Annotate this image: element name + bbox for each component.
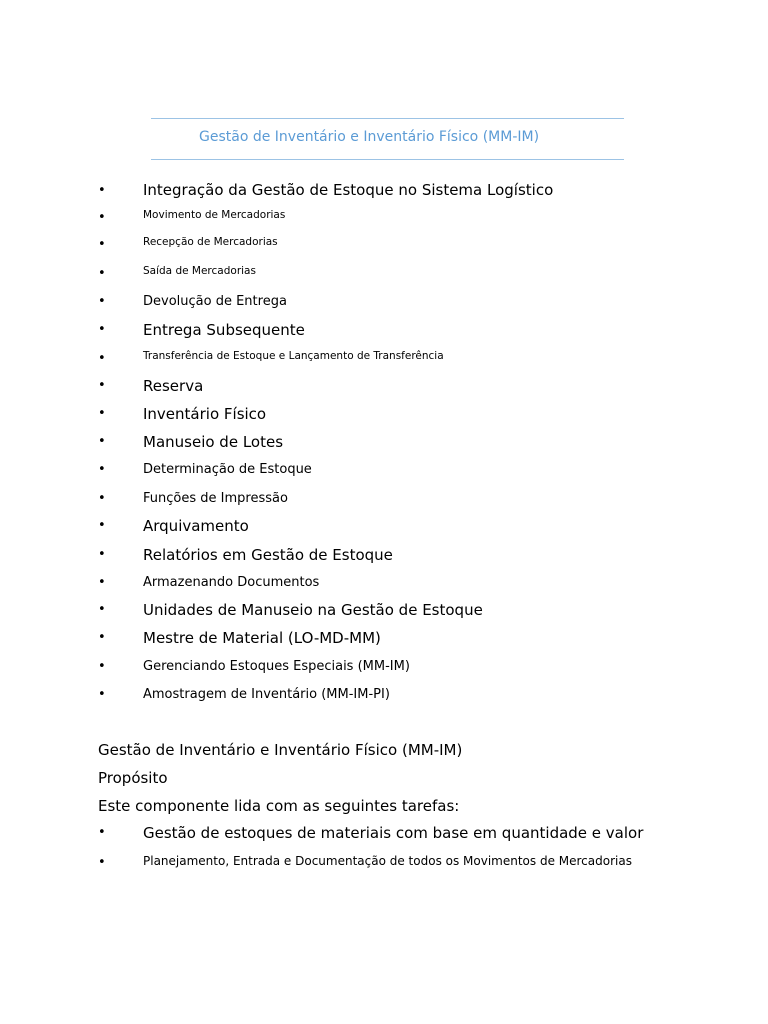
- bullet-icon: •: [98, 602, 106, 617]
- list-item-label: Arquivamento: [143, 517, 249, 535]
- list-item-label: Relatórios em Gestão de Estoque: [143, 546, 393, 564]
- list-item-label: Amostragem de Inventário (MM-IM-PI): [143, 687, 390, 702]
- bullet-icon: •: [98, 434, 106, 449]
- bullet-icon: •: [98, 378, 106, 393]
- list-item-label: Manuseio de Lotes: [143, 433, 284, 451]
- list-item: [0, 631, 768, 655]
- list-item: [0, 323, 768, 347]
- list-item-label: Movimento de Mercadorias: [143, 209, 286, 221]
- bullet-icon: •: [98, 491, 106, 506]
- bullet-icon: •: [98, 210, 106, 225]
- list-item-label: Armazenando Documentos: [143, 575, 320, 590]
- bullet-icon: •: [98, 351, 106, 366]
- list-item: [0, 295, 768, 319]
- list-item-label: Devolução de Entrega: [143, 294, 287, 309]
- list-item: [0, 407, 768, 431]
- bullet-icon: •: [98, 855, 106, 870]
- list-item: [0, 603, 768, 627]
- list-item: [0, 826, 768, 850]
- list-item-label: Saída de Mercadorias: [143, 265, 256, 277]
- section-heading: Gestão de Inventário e Inventário Físico (MM-IM): [98, 741, 463, 759]
- document-title: Gestão de Inventário e Inventário Físico (MM-IM): [199, 129, 540, 145]
- list-item: [0, 463, 768, 487]
- list-item: [0, 183, 768, 207]
- list-item-label: Planejamento, Entrada e Documentação de todos os Movimentos de Mercadorias: [143, 854, 632, 868]
- list-item: [0, 237, 768, 261]
- list-item: [0, 210, 768, 234]
- list-item: [0, 660, 768, 684]
- bullet-icon: •: [98, 825, 106, 840]
- bullet-icon: •: [98, 266, 106, 281]
- bullet-icon: •: [98, 687, 106, 702]
- list-item-label: Funções de Impressão: [143, 491, 288, 506]
- bullet-icon: •: [98, 183, 106, 198]
- list-item-label: Gerenciando Estoques Especiais (MM-IM): [143, 659, 410, 674]
- bullet-icon: •: [98, 547, 106, 562]
- bullet-icon: •: [98, 630, 106, 645]
- bullet-icon: •: [98, 406, 106, 421]
- bullet-icon: •: [98, 294, 106, 309]
- list-item-label: Integração da Gestão de Estoque no Sistema Logístico: [143, 181, 554, 199]
- list-item: [0, 351, 768, 375]
- list-item: [0, 379, 768, 403]
- list-item-label: Reserva: [143, 377, 204, 395]
- document-title-block: [151, 118, 624, 160]
- bullet-icon: •: [98, 659, 106, 674]
- bullet-icon: •: [98, 462, 106, 477]
- bullet-icon: •: [98, 322, 106, 337]
- list-item-label: Determinação de Estoque: [143, 462, 312, 477]
- bullet-icon: •: [98, 237, 106, 252]
- list-item-label: Mestre de Material (LO-MD-MM): [143, 629, 381, 647]
- list-item-label: Inventário Físico: [143, 405, 267, 423]
- list-item: [0, 519, 768, 543]
- list-item-label: Gestão de estoques de materiais com base em quantidade e valor: [143, 824, 644, 842]
- list-item-label: Transferência de Estoque e Lançamento de Transferência: [143, 350, 444, 362]
- list-item-label: Recepção de Mercadorias: [143, 236, 278, 248]
- list-item: [0, 435, 768, 459]
- purpose-label: Propósito: [98, 769, 168, 787]
- bullet-icon: •: [98, 518, 106, 533]
- bullet-icon: •: [98, 575, 106, 590]
- list-item: [0, 548, 768, 572]
- list-item: [0, 688, 768, 712]
- list-item: [0, 576, 768, 600]
- list-item-label: Entrega Subsequente: [143, 321, 305, 339]
- list-item-label: Unidades de Manuseio na Gestão de Estoque: [143, 601, 483, 619]
- list-item: [0, 266, 768, 290]
- intro-text: Este componente lida com as seguintes tarefas:: [98, 797, 460, 815]
- list-item: [0, 855, 768, 879]
- list-item: [0, 492, 768, 516]
